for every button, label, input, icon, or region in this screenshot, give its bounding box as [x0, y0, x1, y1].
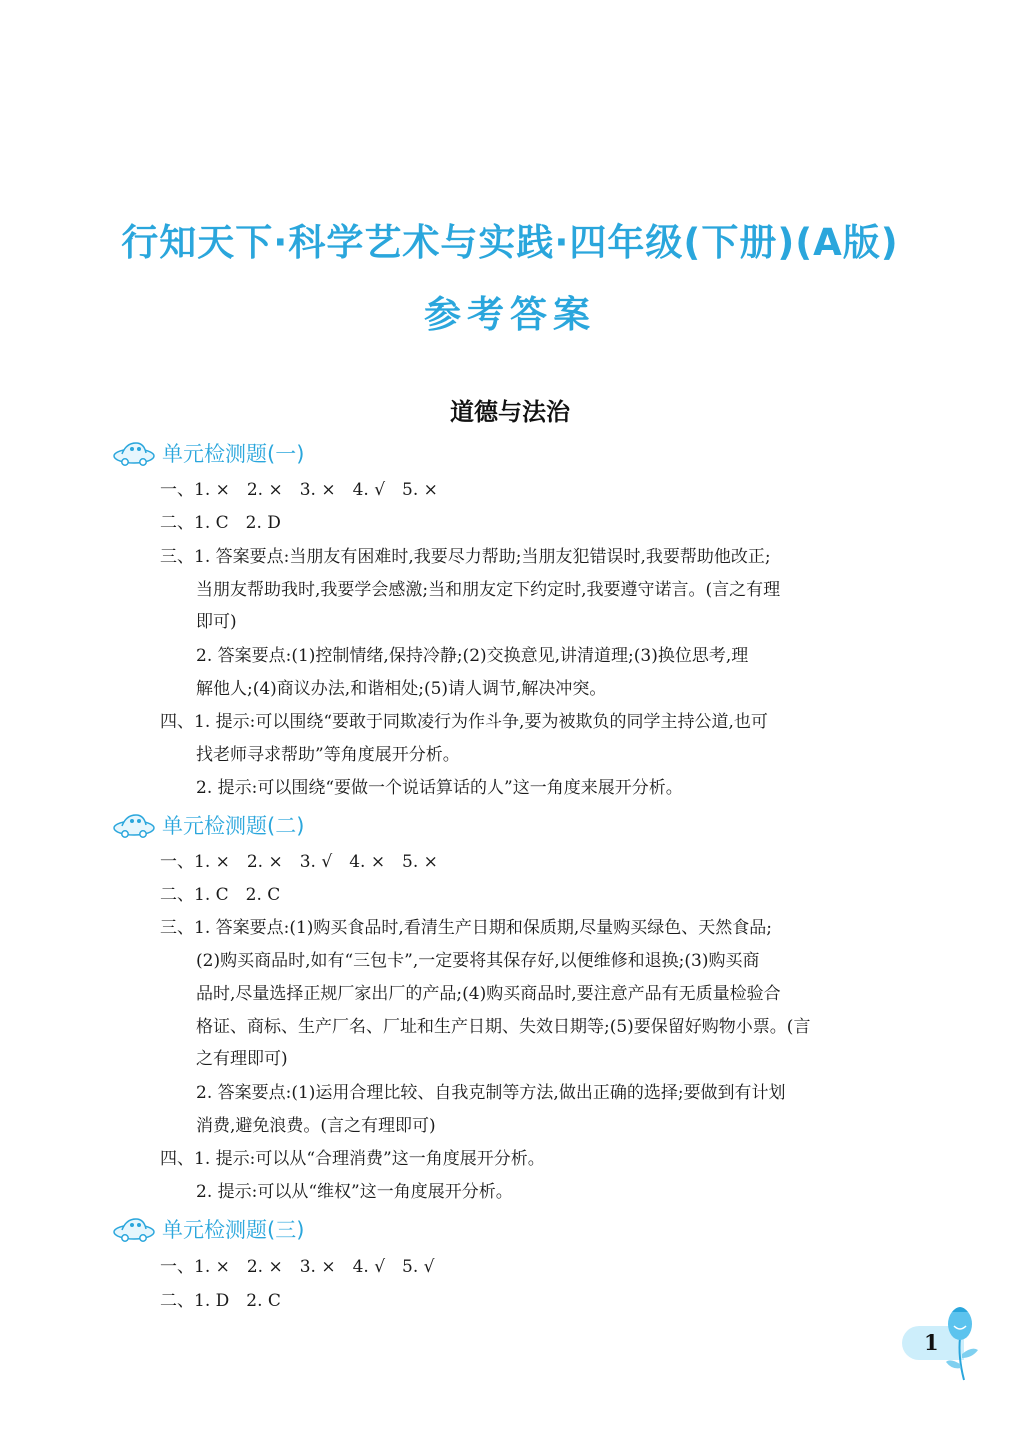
- answer-line: 一、1. × 2. × 3. × 4. √ 5. √: [160, 1257, 435, 1277]
- page-number: 1: [924, 1330, 939, 1355]
- answer-line: 2. 答案要点:(1)控制情绪,保持冷静;(2)交换意见,讲清道理;(3)换位思考,理: [196, 646, 749, 666]
- answer-line: 消费,避免浪费。(言之有理即可): [196, 1116, 436, 1136]
- answer-line: 解他人;(4)商议办法,和谐相处;(5)请人调节,解决冲突。: [196, 679, 607, 699]
- subject-heading: 道德与法治: [450, 398, 570, 426]
- answer-line: 格证、商标、生产厂名、厂址和生产日期、失效日期等;(5)要保留好购物小票。(言: [196, 1017, 811, 1037]
- answer-line: 即可): [196, 612, 237, 632]
- unit-heading: [112, 808, 304, 842]
- answer-line: 品时,尽量选择正规厂家出厂的产品;(4)购买商品时,要注意产品有无质量检验合: [196, 984, 781, 1004]
- page-number-badge: [902, 1312, 982, 1392]
- answer-line: 二、1. D 2. C: [160, 1291, 281, 1311]
- document-title: 行知天下·科学艺术与实践·四年级(下册)(A版): [121, 221, 899, 264]
- unit-title: 单元检测题(二): [162, 814, 305, 838]
- answer-line: 三、1. 答案要点:(1)购买食品时,看清生产日期和保质期,尽量购买绿色、天然食品;: [160, 918, 772, 938]
- car-icon: [112, 811, 156, 839]
- answer-line: 2. 答案要点:(1)运用合理比较、自我克制等方法,做出正确的选择;要做到有计划: [196, 1083, 786, 1103]
- answer-line: 2. 提示:可以从“维权”这一角度展开分析。: [196, 1182, 513, 1202]
- answer-line: 一、1. × 2. × 3. × 4. √ 5. ×: [160, 480, 438, 500]
- flower-icon: [942, 1302, 982, 1382]
- car-icon: [112, 1215, 156, 1243]
- answer-line: 四、1. 提示:可以围绕“要敢于同欺凌行为作斗争,要为被欺负的同学主持公道,也可: [160, 712, 768, 732]
- car-icon: [112, 439, 156, 467]
- unit-title: 单元检测题(三): [162, 1218, 305, 1242]
- answer-line: 二、1. C 2. C: [160, 885, 281, 905]
- answer-line: 一、1. × 2. × 3. √ 4. × 5. ×: [160, 852, 438, 872]
- unit-heading: [112, 1212, 304, 1246]
- answer-line: 2. 提示:可以围绕“要做一个说话算话的人”这一角度来展开分析。: [196, 778, 683, 798]
- answer-line: 找老师寻求帮助”等角度展开分析。: [196, 745, 460, 765]
- answer-line: 二、1. C 2. D: [160, 513, 281, 533]
- answer-line: 三、1. 答案要点:当朋友有困难时,我要尽力帮助;当朋友犯错误时,我要帮助他改正;: [160, 547, 771, 567]
- answer-line: (2)购买商品时,如有“三包卡”,一定要将其保存好,以便维修和退换;(3)购买商: [196, 951, 760, 971]
- answer-line: 四、1. 提示:可以从“合理消费”这一角度展开分析。: [160, 1149, 545, 1169]
- answer-line: 当朋友帮助我时,我要学会感激;当和朋友定下约定时,我要遵守诺言。(言之有理: [196, 580, 781, 600]
- unit-title: 单元检测题(一): [162, 442, 305, 466]
- unit-heading: [112, 436, 304, 470]
- answer-line: 之有理即可): [196, 1049, 288, 1069]
- document-subtitle: 参考答案: [424, 293, 596, 336]
